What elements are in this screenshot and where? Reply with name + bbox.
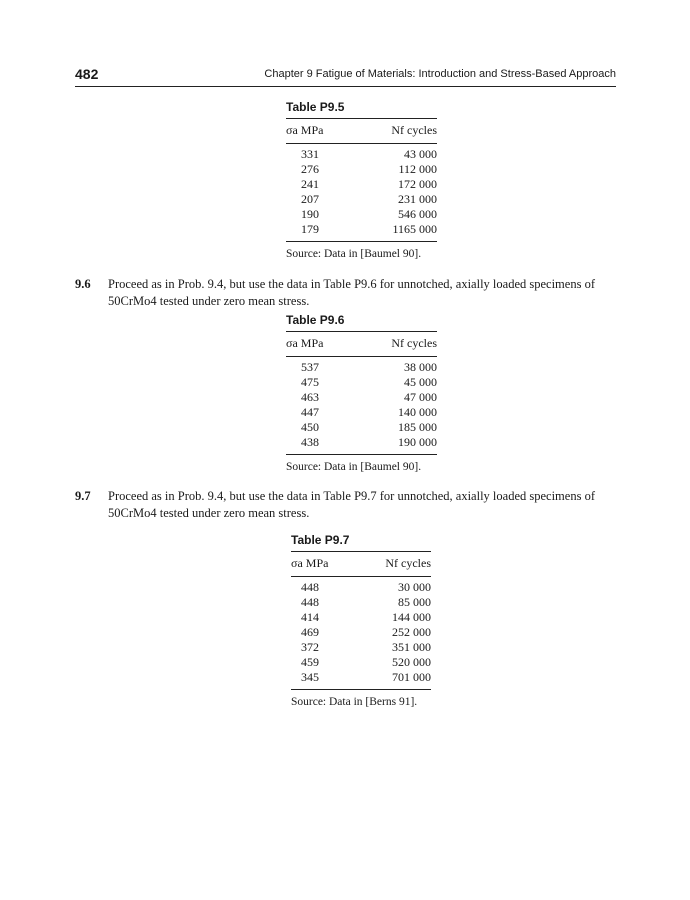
stress-cell: 241 (301, 177, 319, 191)
data-table (291, 551, 431, 690)
table-row (291, 655, 431, 670)
stress-cell: 450 (301, 420, 319, 434)
stress-cell: 190 (301, 207, 319, 221)
table-row (286, 222, 437, 242)
column-header-cycles: Nf cycles (354, 332, 437, 357)
cycles-cell: 172 000 (398, 177, 437, 191)
table-row (286, 405, 437, 420)
table-row (291, 670, 431, 690)
stress-cell: 448 (301, 595, 319, 609)
table-row (286, 435, 437, 455)
cycles-cell: 45 000 (404, 375, 437, 389)
cycles-cell: 185 000 (398, 420, 437, 434)
cycles-cell: 112 000 (398, 162, 437, 176)
table-row (291, 625, 431, 640)
table-row (286, 375, 437, 390)
table-p9-6 (286, 313, 437, 473)
table-row (291, 595, 431, 610)
column-header-cycles: Nf cycles (354, 552, 431, 577)
table-source: Source: Data in [Baumel 90]. (286, 248, 422, 260)
stress-cell: 447 (301, 405, 319, 419)
table-row (291, 610, 431, 625)
table-caption: Table P9.7 (291, 533, 350, 547)
cycles-cell: 30 000 (398, 580, 431, 594)
table-row (286, 390, 437, 405)
stress-cell: 438 (301, 435, 319, 449)
cycles-cell: 252 000 (392, 625, 431, 639)
cycles-cell: 190 000 (398, 435, 437, 449)
cycles-cell: 231 000 (398, 192, 437, 206)
table-row (286, 420, 437, 435)
data-table (286, 331, 437, 455)
data-table (286, 118, 437, 242)
table-header-row (286, 119, 437, 144)
table-row (286, 177, 437, 192)
table-row (286, 192, 437, 207)
stress-cell: 331 (301, 147, 319, 161)
stress-cell: 345 (301, 670, 319, 684)
table-row (291, 640, 431, 655)
column-header-stress: σa MPa (286, 332, 354, 357)
cycles-cell: 520 000 (392, 655, 431, 669)
table-row (286, 357, 437, 376)
stress-cell: 463 (301, 390, 319, 404)
cycles-cell: 1165 000 (392, 222, 437, 236)
problem-number: 9.7 (75, 489, 91, 503)
stress-cell: 459 (301, 655, 319, 669)
table-caption: Table P9.6 (286, 313, 345, 327)
problem-9-7 (75, 488, 620, 522)
table-row (291, 577, 431, 596)
problem-number: 9.6 (75, 277, 91, 291)
stress-cell: 469 (301, 625, 319, 639)
cycles-cell: 85 000 (398, 595, 431, 609)
stress-cell: 372 (301, 640, 319, 654)
stress-cell: 414 (301, 610, 319, 624)
problem-9-6 (75, 276, 620, 310)
stress-cell: 179 (301, 222, 319, 236)
table-header-row (291, 552, 431, 577)
problem-text: Proceed as in Prob. 9.4, but use the data in Table P9.6 for unnotched, axially loaded specimens of 50CrMo4 tested under zero mean stress. (108, 277, 595, 308)
table-row (286, 144, 437, 163)
cycles-cell: 47 000 (404, 390, 437, 404)
cycles-cell: 43 000 (404, 147, 437, 161)
running-head: Chapter 9 Fatigue of Materials: Introduction and Stress-Based Approach (264, 68, 616, 80)
cycles-cell: 546 000 (398, 207, 437, 221)
table-p9-5 (286, 100, 437, 260)
problem-text: Proceed as in Prob. 9.4, but use the data in Table P9.7 for unnotched, axially loaded specimens of 50CrMo4 tested under zero mean stress. (108, 489, 595, 520)
table-row (286, 162, 437, 177)
stress-cell: 276 (301, 162, 319, 176)
stress-cell: 537 (301, 360, 319, 374)
stress-cell: 207 (301, 192, 319, 206)
stress-cell: 448 (301, 580, 319, 594)
table-header-row (286, 332, 437, 357)
table-source: Source: Data in [Baumel 90]. (286, 461, 422, 473)
column-header-cycles: Nf cycles (354, 119, 437, 144)
table-caption: Table P9.5 (286, 100, 345, 114)
cycles-cell: 140 000 (398, 405, 437, 419)
cycles-cell: 701 000 (392, 670, 431, 684)
cycles-cell: 144 000 (392, 610, 431, 624)
cycles-cell: 38 000 (404, 360, 437, 374)
cycles-cell: 351 000 (392, 640, 431, 654)
page-header (75, 64, 616, 87)
column-header-stress: σa MPa (291, 552, 354, 577)
page-number: 482 (75, 66, 99, 82)
table-row (286, 207, 437, 222)
table-source: Source: Data in [Berns 91]. (291, 696, 418, 708)
column-header-stress: σa MPa (286, 119, 354, 144)
table-p9-7 (291, 533, 431, 708)
stress-cell: 475 (301, 375, 319, 389)
